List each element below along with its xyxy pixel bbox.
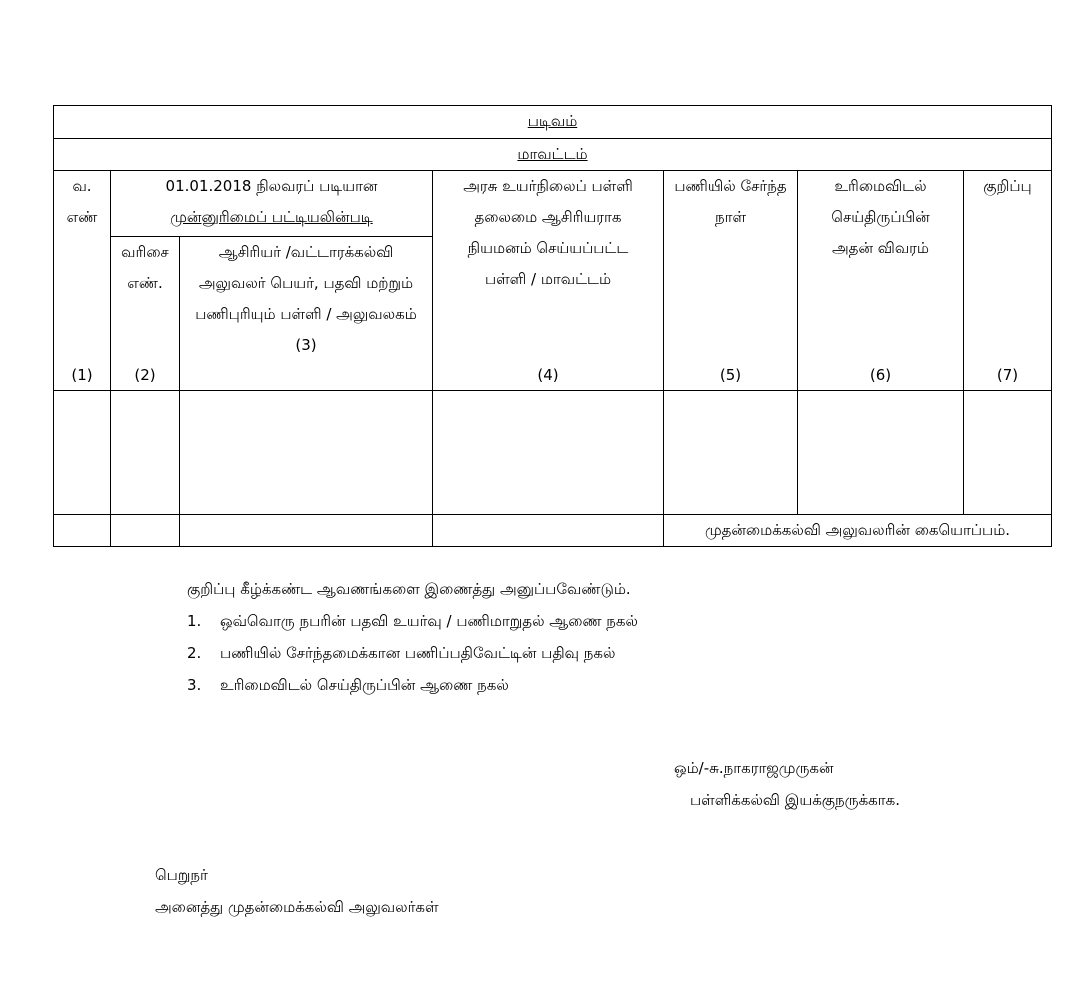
col4-line2: தலைமை ஆசிரியராக	[474, 208, 622, 226]
col4-line4: பள்ளி / மாவட்டம்	[484, 270, 612, 288]
list-text: ஒவ்வொரு நபரின் பதவி உயர்வு / பணிமாறுதல் ஆணை நகல்	[220, 612, 638, 630]
table-row	[54, 391, 1052, 515]
list-text: உரிமைவிடல் செய்திருப்பின் ஆணை நகல்	[220, 676, 509, 694]
col5-line2: நாள்	[715, 208, 746, 226]
header-remarks	[964, 171, 1052, 391]
blank-cell	[433, 391, 664, 515]
list-number: 3.	[187, 676, 202, 694]
list-text: பணியில் சேர்ந்தமைக்கான பணிப்பதிவேட்டின் பதிவு நகல்	[220, 644, 616, 662]
blank-cell	[180, 391, 433, 515]
col1-line2: எண்	[66, 208, 98, 226]
application-form-table	[53, 105, 1052, 547]
col4-number: (4)	[537, 366, 559, 384]
col6-line2: செய்திருப்பின்	[831, 208, 930, 226]
col3-number: (3)	[295, 336, 317, 354]
signatory-designation: பள்ளிக்கல்வி இயக்குநருக்காக.	[690, 791, 900, 809]
form-title-cell	[54, 106, 1052, 139]
header-seniority-group	[111, 171, 433, 237]
col6-number: (6)	[869, 366, 892, 384]
blank-cell	[664, 391, 798, 515]
group-line1: 01.01.2018 நிலவரப் படியான	[165, 177, 378, 195]
list-item	[187, 644, 747, 666]
header-relinquishment	[798, 171, 964, 391]
list-item	[187, 612, 747, 634]
col7-line1: குறிப்பு	[983, 177, 1032, 195]
header-appointed-school	[433, 171, 664, 391]
header-rank-no	[111, 237, 180, 391]
col5-line1: பணியில் சேர்ந்த	[674, 177, 787, 195]
col4-line1: அரசு உயர்நிலைப் பள்ளி	[463, 177, 633, 195]
blank-cell	[111, 515, 180, 547]
signature-cell: முதன்மைக்கல்வி அலுவலரின் கையொப்பம்.	[664, 515, 1052, 547]
district-label: மாவட்டம்	[517, 145, 588, 163]
recipient-to: அனைத்து முதன்மைக்கல்வி அலுவலர்கள்	[155, 898, 439, 916]
col6-line1: உரிமைவிடல்	[834, 177, 927, 195]
col2-number: (2)	[134, 366, 156, 384]
col2-line2: எண்.	[127, 274, 163, 292]
form-title: படிவம்	[527, 112, 578, 130]
col1-number: (1)	[71, 366, 93, 384]
signatory-name: ஒம்/-சு.நாகராஜமுருகன்	[674, 759, 834, 777]
blank-cell	[964, 391, 1052, 515]
recipient-label: பெறுநர்	[155, 866, 208, 884]
blank-cell	[111, 391, 180, 515]
district-cell	[54, 139, 1052, 171]
notes-heading: குறிப்பு கீழ்க்கண்ட ஆவணங்களை இணைத்து அனுப்பவேண்டும்.	[187, 580, 631, 598]
header-teacher-details	[180, 237, 433, 391]
col6-line3: அதன் விவரம்	[832, 239, 929, 257]
col3-line2: அலுவலர் பெயர், பதவி மற்றும்	[198, 274, 414, 292]
list-item	[187, 676, 747, 698]
blank-cell	[433, 515, 664, 547]
list-number: 2.	[187, 644, 202, 662]
list-number: 1.	[187, 612, 202, 630]
col4-line3: நியமனம் செய்யப்பட்ட	[467, 239, 629, 257]
blank-cell	[180, 515, 433, 547]
blank-cell	[798, 391, 964, 515]
blank-cell	[54, 391, 111, 515]
col7-number: (7)	[996, 366, 1019, 384]
col5-number: (5)	[719, 366, 742, 384]
header-serial-no	[54, 171, 111, 391]
signature-row	[54, 515, 1052, 547]
col3-line1: ஆசிரியர் /வட்டாரக்கல்வி	[218, 243, 394, 261]
col1-line1: வ.	[72, 177, 92, 195]
group-line2: முன்னுரிமைப் பட்டியலின்படி	[170, 208, 373, 226]
blank-cell	[54, 515, 111, 547]
col3-line3: பணிபுரியும் பள்ளி / அலுவலகம்	[195, 305, 417, 323]
col2-line1: வரிசை	[121, 243, 169, 261]
header-joining-date	[664, 171, 798, 391]
